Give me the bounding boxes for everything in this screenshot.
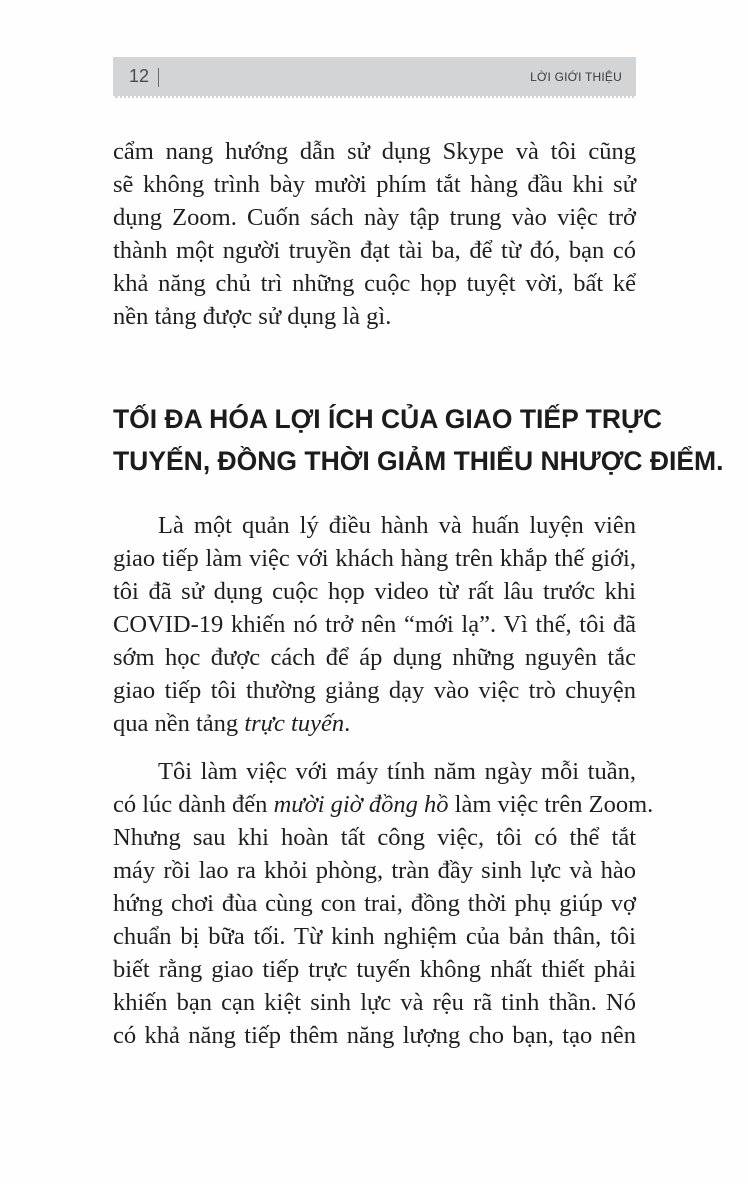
text-line bbox=[113, 707, 636, 740]
text-line: Là một quản lý điều hành và huấn luyện viên bbox=[158, 512, 636, 539]
text-line: tôi đã sử dụng cuộc họp video từ rất lâu trước khi bbox=[113, 578, 636, 605]
heading-line: TUYẾN, ĐỒNG THỜI GIẢM THIỂU NHƯỢC ĐIỂM. bbox=[113, 446, 724, 476]
section-title: LỜI GIỚI THIỆU bbox=[530, 70, 622, 84]
text-line: chuẩn bị bữa tối. Từ kinh nghiệm của bản thân, tôi bbox=[113, 923, 636, 950]
text-line: sớm học được cách để áp dụng những nguyên tắc bbox=[113, 644, 636, 671]
text-span: làm việc trên Zoom. bbox=[448, 791, 654, 818]
text-line: Nhưng sau khi hoàn tất công việc, tôi có thể tắt bbox=[113, 824, 636, 851]
text-line: sẽ không trình bày mười phím tắt hàng đầu khi sử bbox=[113, 171, 636, 198]
text-line: hứng chơi đùa cùng con trai, đồng thời phụ giúp vợ bbox=[113, 890, 636, 917]
intro-paragraph bbox=[113, 135, 636, 333]
text-line: máy rồi lao ra khỏi phòng, tràn đầy sinh lực và hào bbox=[113, 857, 636, 884]
divider bbox=[158, 68, 159, 87]
page-number: 12 bbox=[129, 66, 150, 86]
paragraph-2 bbox=[113, 755, 654, 1052]
paragraph-1 bbox=[113, 509, 636, 740]
text-line: COVID-19 khiến nó trở nên “mới lạ”. Vì thế, tôi đã bbox=[113, 611, 636, 638]
running-head bbox=[113, 57, 636, 98]
text-line: dụng Zoom. Cuốn sách này tập trung vào việc trở bbox=[113, 204, 636, 231]
text-span: . bbox=[344, 710, 351, 737]
text-line: giao tiếp làm việc với khách hàng trên khắp thế giới, bbox=[113, 545, 636, 572]
text-line: khiến bạn cạn kiệt sinh lực và rệu rã tinh thần. Nó bbox=[113, 989, 636, 1016]
text-line: nền tảng được sử dụng là gì. bbox=[113, 303, 392, 330]
text-line: cẩm nang hướng dẫn sử dụng Skype và tôi cũng bbox=[113, 138, 636, 165]
section-heading bbox=[113, 398, 724, 482]
text-line: có khả năng tiếp thêm năng lượng cho bạn, tạo nên bbox=[113, 1022, 636, 1049]
text-line: thành một người truyền đạt tài ba, để từ đó, bạn có bbox=[113, 237, 636, 264]
heading-line: TỐI ĐA HÓA LỢI ÍCH CỦA GIAO TIẾP TRỰC bbox=[113, 404, 663, 434]
text-line: khả năng chủ trì những cuộc họp tuyệt vời, bất kể bbox=[113, 270, 636, 297]
italic-text: trực tuyến bbox=[244, 710, 345, 737]
text-line: Tôi làm việc với máy tính năm ngày mỗi tuần, bbox=[158, 758, 636, 785]
text-line: biết rằng giao tiếp trực tuyến không nhất thiết phải bbox=[113, 956, 636, 983]
text-span: qua nền tảng bbox=[113, 710, 245, 737]
text-line bbox=[113, 788, 654, 821]
text-span: có lúc dành đến bbox=[113, 791, 274, 818]
text-line: giao tiếp tôi thường giảng dạy vào việc trò chuyện bbox=[113, 677, 636, 704]
italic-text: mười giờ đồng hồ bbox=[273, 791, 449, 818]
